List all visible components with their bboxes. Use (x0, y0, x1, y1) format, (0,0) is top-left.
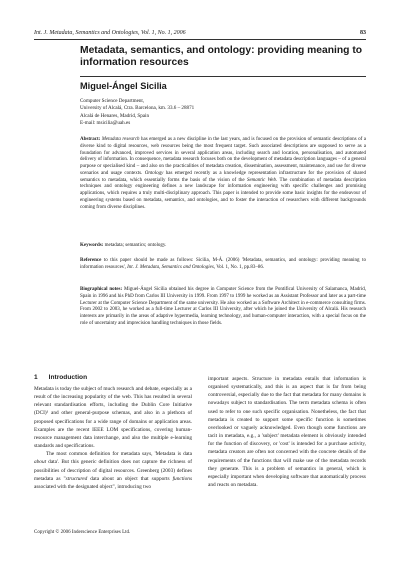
bio-label: Biographical notes: (80, 287, 123, 292)
text-run: data'. But this generic definition does not capture the richness of possibilities of description of digital resources. Greenberg (2003) defines metadata as " (34, 459, 192, 482)
abstract (80, 137, 366, 211)
reference-text: to this paper should be made as follows: Sicilia, M-Á. (2006) 'Metadata, semantics, and ontology: providing meaning to information resources', (80, 258, 366, 270)
section-title: 1 Introduction (34, 374, 88, 381)
abstract-text: has emerged as a new discipline in the last years, and is focused on the provision of semantic descriptions of a diverse kind to digital resources, web resources being the most frequent target. Such associated descriptions are supposed to serve as a foundation for advanced, improved services in several application areas, including search and location, personalisation, and automated delivery of information. In consequence, metadata research focuses both on the development of metadata description languages – of a general purpose or specialised kind – and also on the practicalities of metadata creation, dissemination, assessment, maintenance, and use for diverse scenarios and usage contexts. (80, 137, 366, 176)
bio-text: Miguel-Ángel Sicilia obtained his degree in Computer Science from the Pontifical University of Salamanca, Madrid, Spain in 1996 and his PhD from Carlos III University in 1999. From 1997 to 1999 he worked as an Assistant Professor and later as a part-time Lecturer at the Computer Science Department of the same university. He also worked as a Software Architect in e-commerce consulting firms. From 2002 to 2003, he worked as a full-time Lecturer at Carlos III University, after which he joined the University of Alcalá. His research interests are primarily in the areas of adaptive hypermedia, learning technology, and human-computer interaction, with a special focus on the role of uncertainty and imprecision handling techniques in those fields. (80, 287, 367, 326)
page-number: 83 (360, 30, 366, 36)
intro-paragraph-continued: important aspects. Structure in metadata entails that information is organised systematically, and this is an aspect that is far from being controversial, especially due to the fact that metadata for many domains is nowadays subject to standardisation. The term metadata schema is often used to refer to one such specific organisation. Nonetheless, the fact that metadata is created to support some specific function is sometimes overlooked or vaguely acknowledged. Even though some functions are tacit in metadata, e.g., a 'subject' metadata element is obviously intended for the function of discovery, or 'cost' is intended for a purchase activity, metadata creators are often not concerned with the concrete details of the requirements of the functions that will make use of the metadata records they generate. This is a problem of semantics in general, which is especially important when developing software that automatically process and reacts on metadata. (208, 376, 366, 489)
author-email: E-mail: msicilia@uah.es (80, 120, 131, 127)
author-name: Miguel-Ángel Sicilia (80, 81, 167, 91)
emphasis: about (34, 459, 47, 466)
intro-paragraph-1: Metadata is today the subject of much research and debate, especially as a result of the increasing popularity of the web. This has resulted in several relevant standardisation efforts, including the Dublin Core Initiative (DCI)¹ and other general-purpose schemas, and also in a plethora of proposed specifications for a wide range of domains or application areas. Examples are the recent IEEE LOM specifications, covering human-resource management data interchange, and also the multiple e-learning standards and specifications. (34, 386, 192, 450)
copyright-footer: Copyright © 2006 Inderscience Enterprises Ltd. (34, 530, 131, 535)
text-run: associated with the designated object", introducing two (34, 483, 152, 490)
text-run: data about an object that supports (87, 475, 173, 482)
affiliation-line: Alcalá de Henares, Madrid, Spain (80, 112, 150, 119)
abstract-term: Semantic Web (246, 177, 277, 183)
reference-tail: , Vol. 1, No. 1, pp.83–86. (213, 264, 265, 270)
text-run: The most common definition for metadata says, 'Metadata is data (46, 451, 192, 458)
affiliation-line: University of Alcalá, Ctra. Barcelona, km. 33.6 – 28871 (80, 105, 195, 112)
emphasis: functions (172, 475, 192, 482)
keywords (80, 243, 366, 250)
reference-journal: Int. J. Metadata, Semantics and Ontologies (127, 264, 214, 270)
paper-title: Metadata, semantics, and ontology: providing meaning to information resources (80, 45, 363, 68)
keywords-text: metadata; semantics; ontology. (103, 243, 167, 248)
reference-note (80, 258, 366, 272)
abstract-text: . The combination of metadata description techniques and ontology engineering defines a new landscape for information engineering with specific challenges and promising applications, which requires a truly multi-disciplinary approach. This paper is intended to provide some basic insights for the endeavour of engineering systems based on metadata, semantics, and ontologies, and to foster the interaction of researchers with different backgrounds coming from diverse disciplines. (80, 177, 366, 210)
abstract-label: Abstract: (80, 137, 101, 142)
reference-label: Reference (80, 258, 102, 263)
affiliation-line: Computer Science Department, (80, 98, 145, 104)
emphasis: structured (65, 475, 88, 482)
biographical-notes (80, 287, 366, 328)
abstract-term: Ontology (144, 170, 164, 176)
journal-citation: Int. J. Metadata, Semantics and Ontologies, Vol. 1, No. 1, 2006 (34, 30, 186, 36)
running-head (34, 30, 366, 36)
abstract-text: has emerged recently as a knowledge representation infrastructure for the provision of shared semantics to metadata, which essentially forms the basis of the vision of the (80, 170, 366, 183)
section-heading (34, 374, 87, 381)
affiliation (80, 98, 366, 128)
keywords-label: Keywords: (80, 243, 104, 248)
right-column (208, 375, 366, 489)
left-column (34, 385, 192, 491)
abstract-term: Metadata research (101, 137, 140, 142)
header-rule (34, 39, 366, 40)
title-rule (80, 76, 366, 77)
intro-paragraph-2 (34, 450, 192, 491)
